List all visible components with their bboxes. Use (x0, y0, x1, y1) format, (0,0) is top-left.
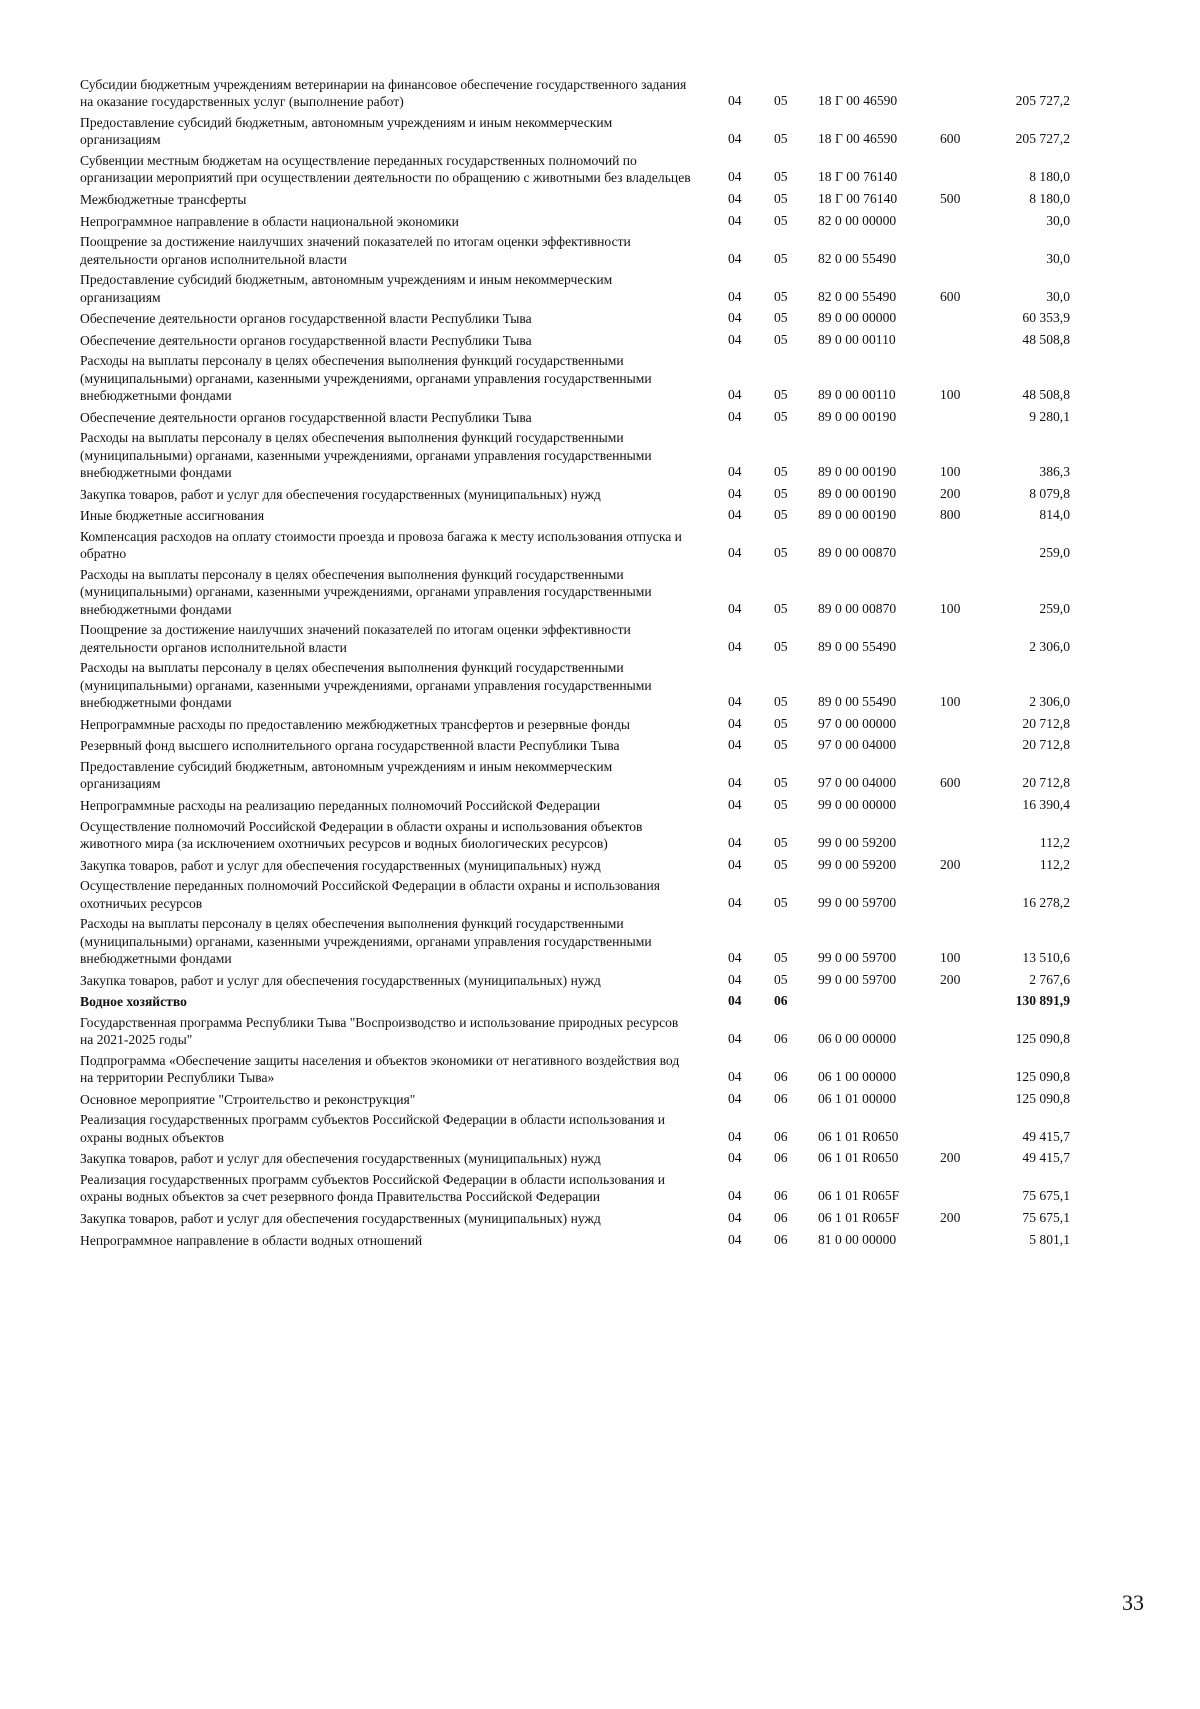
row-expense-type (940, 1107, 1000, 1108)
row-target-article: 82 0 00 00000 (818, 212, 897, 228)
row-subsection: 05 (774, 949, 788, 965)
row-expense-type (940, 562, 1000, 563)
row-expense-type (940, 754, 1000, 755)
row-expense-type (940, 851, 1000, 852)
table-row (80, 152, 1120, 187)
table-row (80, 429, 1120, 481)
table-row (80, 190, 1120, 208)
table-row (80, 971, 1120, 989)
table-row (80, 992, 1120, 1010)
table-row (80, 408, 1120, 426)
table-row (80, 1231, 1120, 1249)
row-section: 04 (728, 600, 742, 616)
row-amount: 125 090,8 (1015, 1090, 1070, 1106)
row-amount: 16 278,2 (1022, 894, 1070, 910)
row-section: 04 (728, 1209, 742, 1225)
budget-table (80, 76, 1120, 1252)
row-amount: 125 090,8 (1015, 1031, 1070, 1047)
row-section: 04 (728, 212, 742, 228)
row-target-article: 82 0 00 55490 (818, 250, 897, 266)
row-name: Расходы на выплаты персоналу в целях обеспечения выполнения функций государственными (муниципальными) органами, казенными учреждениями, органами управления государственными внебюджетными фондами (80, 566, 652, 617)
row-amount: 9 280,1 (1029, 408, 1070, 424)
row-subsection: 05 (774, 288, 788, 304)
table-row (80, 736, 1120, 754)
row-target-article: 89 0 00 00870 (818, 600, 897, 616)
row-expense-type: 800 (940, 507, 961, 523)
row-amount: 20 712,8 (1022, 737, 1070, 753)
row-target-article: 06 1 01 R0650 (818, 1128, 899, 1144)
row-section: 04 (728, 408, 742, 424)
row-amount: 5 801,1 (1029, 1231, 1070, 1247)
row-amount: 8 180,0 (1029, 191, 1070, 206)
row-name: Государственная программа Республики Тыва "Воспроизводство и использование природных ресурсов на 2021-2025 годы" (80, 1014, 679, 1048)
row-target-article: 06 1 01 R0650 (818, 1150, 899, 1166)
row-section: 04 (728, 894, 742, 910)
row-target-article: 97 0 00 04000 (818, 775, 897, 791)
row-amount: 130 891,9 (1015, 993, 1070, 1009)
row-target-article: 89 0 00 00190 (818, 464, 897, 480)
table-row (80, 877, 1120, 912)
row-name: Реализация государственных программ субъектов Российской Федерации в области использования и охраны водных объектов (80, 1112, 665, 1145)
row-expense-type: 100 (940, 694, 961, 710)
row-subsection: 05 (774, 638, 788, 654)
table-row (80, 1149, 1120, 1167)
row-subsection: 05 (774, 775, 788, 791)
row-expense-type (940, 425, 1000, 426)
row-expense-type (940, 655, 1000, 656)
row-section: 04 (728, 464, 742, 480)
row-section: 04 (728, 1031, 742, 1047)
row-target-article: 99 0 00 00000 (818, 796, 897, 812)
row-section: 04 (728, 191, 742, 206)
row-expense-type: 100 (940, 464, 961, 480)
row-name: Непрограммное направление в области национальной экономики (80, 213, 459, 229)
row-target-article: 89 0 00 00110 (818, 331, 896, 347)
row-section: 04 (728, 694, 742, 710)
row-amount: 125 090,8 (1015, 1069, 1070, 1085)
row-subsection: 05 (774, 169, 788, 185)
row-name: Расходы на выплаты персоналу в целях обеспечения выполнения функций государственными (муниципальными) органами, казенными учреждениями, органами управления государственными внебюджетными фондами (80, 353, 652, 404)
table-row (80, 352, 1120, 404)
row-amount: 259,0 (1039, 545, 1070, 561)
row-amount: 386,3 (1039, 464, 1070, 480)
row-target-article: 97 0 00 04000 (818, 737, 897, 753)
row-target-article: 89 0 00 00190 (818, 507, 897, 523)
row-section: 04 (728, 331, 742, 347)
row-amount: 2 767,6 (1029, 971, 1070, 987)
table-row (80, 233, 1120, 268)
row-expense-type (940, 267, 1000, 268)
table-row (80, 506, 1120, 524)
row-subsection: 06 (774, 1188, 788, 1204)
row-subsection: 05 (774, 545, 788, 561)
row-target-article: 89 0 00 00000 (818, 310, 897, 326)
row-target-article: 18 Г 00 76140 (818, 191, 898, 206)
row-name: Обеспечение деятельности органов государственной власти Республики Тыва (80, 409, 532, 425)
row-section: 04 (728, 993, 742, 1009)
row-target-article: 89 0 00 00870 (818, 545, 897, 561)
table-row (80, 796, 1120, 814)
row-expense-type (940, 732, 1000, 733)
row-name: Резервный фонд высшего исполнительного органа государственной власти Республики Тыва (80, 738, 620, 754)
row-name: Закупка товаров, работ и услуг для обеспечения государственных (муниципальных) нужд (80, 486, 601, 502)
row-amount: 30,0 (1046, 212, 1070, 228)
table-row (80, 715, 1120, 733)
row-name: Предоставление субсидий бюджетным, автономным учреждениям и иным некоммерческим организациям (80, 272, 613, 305)
row-section: 04 (728, 1128, 742, 1144)
row-name: Компенсация расходов на оплату стоимости проезда и провоза багажа к месту использования отпуска и обратно (80, 528, 682, 562)
row-amount: 75 675,1 (1022, 1188, 1070, 1204)
row-subsection: 06 (774, 1031, 788, 1047)
row-name: Предоставление субсидий бюджетным, автономным учреждениям и иным некоммерческим организациям (80, 115, 613, 148)
table-row (80, 1052, 1120, 1087)
row-section: 04 (728, 715, 742, 731)
table-row (80, 566, 1120, 618)
row-name: Обеспечение деятельности органов государственной власти Республики Тыва (80, 311, 532, 327)
table-row (80, 818, 1120, 853)
row-amount: 48 508,8 (1022, 387, 1070, 403)
row-expense-type: 100 (940, 600, 961, 616)
row-name: Обеспечение деятельности органов государственной власти Республики Тыва (80, 332, 532, 348)
table-row (80, 212, 1120, 230)
row-expense-type: 200 (940, 1150, 961, 1166)
row-section: 04 (728, 775, 742, 791)
row-name: Непрограммные расходы на реализацию переданных полномочий Российской Федерации (80, 797, 601, 813)
row-name: Межбюджетные трансферты (80, 192, 247, 207)
row-target-article: 99 0 00 59200 (818, 834, 897, 850)
row-subsection: 06 (774, 1069, 788, 1085)
row-subsection: 05 (774, 600, 788, 616)
table-row (80, 309, 1120, 327)
row-expense-type (940, 1205, 1000, 1206)
row-expense-type: 200 (940, 856, 961, 872)
row-target-article: 99 0 00 59700 (818, 894, 897, 910)
row-section: 04 (728, 949, 742, 965)
row-subsection: 06 (774, 1209, 788, 1225)
row-amount: 112,2 (1039, 856, 1070, 872)
row-name: Непрограммное направление в области водных отношений (80, 1232, 423, 1248)
row-expense-type (940, 1145, 1000, 1146)
row-amount: 49 415,7 (1022, 1150, 1070, 1166)
row-expense-type (940, 911, 1000, 912)
row-expense-type (940, 110, 1000, 111)
row-subsection: 05 (774, 310, 788, 326)
table-row (80, 528, 1120, 563)
row-target-article: 06 0 00 00000 (818, 1031, 897, 1047)
row-expense-type (940, 1010, 1000, 1011)
row-amount: 20 712,8 (1022, 715, 1070, 731)
row-section: 04 (728, 834, 742, 850)
row-subsection: 05 (774, 856, 788, 872)
row-section: 04 (728, 169, 742, 185)
row-name: Предоставление субсидий бюджетным, автономным учреждениям и иным некоммерческим организациям (80, 758, 613, 792)
row-subsection: 06 (774, 1128, 788, 1144)
row-subsection: 05 (774, 212, 788, 228)
row-expense-type (940, 229, 1000, 230)
row-amount: 75 675,1 (1022, 1209, 1070, 1225)
row-amount: 205 727,2 (1015, 93, 1070, 109)
row-amount: 49 415,7 (1022, 1128, 1070, 1144)
row-name: Субвенции местным бюджетам на осуществление переданных государственных полномочий по организации мероприятий при осуществлении деятельности по обращению с животными без владельцев (80, 153, 691, 186)
row-section: 04 (728, 288, 742, 304)
row-subsection: 05 (774, 507, 788, 523)
row-section: 04 (728, 545, 742, 561)
row-subsection: 05 (774, 737, 788, 753)
row-amount: 8 180,0 (1029, 169, 1070, 185)
row-target-article: 97 0 00 00000 (818, 715, 897, 731)
row-amount: 16 390,4 (1022, 796, 1070, 812)
row-target-article: 06 1 01 00000 (818, 1090, 897, 1106)
row-target-article: 99 0 00 59700 (818, 971, 897, 987)
row-subsection: 05 (774, 715, 788, 731)
row-section: 04 (728, 1090, 742, 1106)
row-expense-type (940, 813, 1000, 814)
row-name: Непрограммные расходы по предоставлению межбюджетных трансфертов и резервные фонды (80, 716, 631, 732)
row-target-article: 06 1 01 R065F (818, 1209, 900, 1225)
row-expense-type: 100 (940, 387, 961, 403)
row-section: 04 (728, 507, 742, 523)
row-name: Водное хозяйство (80, 994, 187, 1010)
row-name: Расходы на выплаты персоналу в целях обеспечения выполнения функций государственными (муниципальными) органами, казенными учреждениями, органами управления государственными внебюджетными фондами (80, 660, 652, 711)
row-section: 04 (728, 737, 742, 753)
row-section: 04 (728, 971, 742, 987)
row-expense-type: 200 (940, 1209, 961, 1225)
row-section: 04 (728, 131, 742, 147)
table-row (80, 621, 1120, 656)
table-row (80, 485, 1120, 503)
table-row (80, 659, 1120, 711)
row-name: Основное мероприятие "Строительство и реконструкция" (80, 1091, 416, 1107)
row-subsection: 05 (774, 834, 788, 850)
row-amount: 30,0 (1046, 250, 1070, 266)
row-expense-type (940, 327, 1000, 328)
row-subsection: 05 (774, 694, 788, 710)
table-row (80, 1014, 1120, 1049)
row-name: Осуществление полномочий Российской Федерации в области охраны и использования объектов животного мира (за исключением охотничьих ресурсов и водных биологических ресурсов) (80, 818, 643, 851)
row-amount: 2 306,0 (1029, 638, 1070, 654)
row-name: Подпрограмма «Обеспечение защиты населения и объектов экономики от негативного воздействия вод на территории Республики Тыва» (80, 1052, 680, 1086)
table-row (80, 856, 1120, 874)
row-section: 04 (728, 93, 742, 109)
row-target-article: 82 0 00 55490 (818, 288, 897, 304)
row-name: Иные бюджетные ассигнования (80, 508, 265, 524)
table-row (80, 271, 1120, 306)
row-name: Расходы на выплаты персоналу в целях обеспечения выполнения функций государственными (муниципальными) органами, казенными учреждениями, органами управления государственными внебюджетными фондами (80, 430, 652, 481)
row-expense-type: 100 (940, 949, 961, 965)
row-section: 04 (728, 310, 742, 326)
row-subsection: 06 (774, 1231, 788, 1247)
row-subsection: 06 (774, 993, 788, 1009)
row-target-article: 06 1 00 00000 (818, 1069, 897, 1085)
row-subsection: 05 (774, 971, 788, 987)
row-subsection: 05 (774, 796, 788, 812)
row-target-article: 99 0 00 59700 (818, 949, 897, 965)
row-amount: 259,0 (1039, 600, 1070, 616)
row-subsection: 05 (774, 464, 788, 480)
row-name: Субсидии бюджетным учреждениям ветеринарии на финансовое обеспечение государственного задания на оказание государственных услуг (выполнение работ) (80, 77, 687, 110)
row-expense-type (940, 348, 1000, 349)
page-number: 33 (1122, 1590, 1144, 1615)
row-expense-type (940, 186, 1000, 187)
row-expense-type: 500 (940, 191, 961, 206)
row-amount: 2 306,0 (1029, 694, 1070, 710)
row-section: 04 (728, 1150, 742, 1166)
row-name: Осуществление переданных полномочий Российской Федерации в области охраны и использования охотничьих ресурсов (80, 878, 660, 911)
row-expense-type (940, 1048, 1000, 1049)
row-name: Расходы на выплаты персоналу в целях обеспечения выполнения функций государственными (муниципальными) органами, казенными учреждениями, органами управления государственными внебюджетными фондами (80, 916, 652, 966)
row-section: 04 (728, 1188, 742, 1204)
table-row (80, 1171, 1120, 1206)
row-section: 04 (728, 856, 742, 872)
row-amount: 48 508,8 (1022, 331, 1070, 347)
table-row (80, 758, 1120, 793)
row-target-article: 81 0 00 00000 (818, 1231, 897, 1247)
row-target-article: 18 Г 00 46590 (818, 93, 898, 109)
row-amount: 814,0 (1039, 507, 1070, 523)
row-section: 04 (728, 387, 742, 403)
table-row (80, 114, 1120, 149)
row-target-article: 18 Г 00 46590 (818, 131, 898, 147)
row-name: Поощрение за достижение наилучших значений показателей по итогам оценки эффективности деятельности органов исполнительной власти (80, 622, 631, 655)
row-target-article: 89 0 00 00110 (818, 387, 896, 403)
row-expense-type: 600 (940, 288, 961, 304)
row-subsection: 05 (774, 331, 788, 347)
table-row (80, 76, 1120, 111)
table-row (80, 1209, 1120, 1227)
row-subsection: 05 (774, 131, 788, 147)
table-row (80, 331, 1120, 349)
row-subsection: 05 (774, 191, 788, 206)
row-subsection: 05 (774, 250, 788, 266)
row-amount: 60 353,9 (1022, 310, 1070, 326)
row-section: 04 (728, 485, 742, 501)
row-name: Реализация государственных программ субъектов Российской Федерации в области использования и охраны водных объектов за счет резервного фонда Правительства Российской Федерации (80, 1171, 665, 1205)
row-target-article: 06 1 01 R065F (818, 1188, 900, 1204)
row-name: Поощрение за достижение наилучших значений показателей по итогам оценки эффективности деятельности органов исполнительной власти (80, 234, 631, 267)
row-section: 04 (728, 250, 742, 266)
row-section: 04 (728, 796, 742, 812)
row-target-article: 89 0 00 00190 (818, 485, 897, 501)
row-expense-type: 200 (940, 485, 961, 501)
table-row (80, 1090, 1120, 1108)
row-amount: 30,0 (1046, 288, 1070, 304)
row-section: 04 (728, 638, 742, 654)
row-subsection: 06 (774, 1090, 788, 1106)
row-expense-type (940, 1248, 1000, 1249)
row-section: 04 (728, 1231, 742, 1247)
table-row (80, 1111, 1120, 1146)
row-target-article: 89 0 00 55490 (818, 638, 897, 654)
row-name: Закупка товаров, работ и услуг для обеспечения государственных (муниципальных) нужд (80, 1151, 601, 1167)
row-subsection: 05 (774, 485, 788, 501)
row-target-article (818, 1010, 940, 1011)
row-amount: 20 712,8 (1022, 775, 1070, 791)
row-target-article: 89 0 00 55490 (818, 694, 897, 710)
row-subsection: 05 (774, 93, 788, 109)
row-expense-type (940, 1086, 1000, 1087)
row-amount: 112,2 (1039, 834, 1070, 850)
row-expense-type: 600 (940, 775, 961, 791)
row-name: Закупка товаров, работ и услуг для обеспечения государственных (муниципальных) нужд (80, 857, 601, 873)
row-subsection: 05 (774, 387, 788, 403)
row-expense-type: 600 (940, 131, 961, 147)
table-row (80, 915, 1120, 967)
row-section: 04 (728, 1069, 742, 1085)
row-amount: 13 510,6 (1022, 949, 1070, 965)
row-name: Закупка товаров, работ и услуг для обеспечения государственных (муниципальных) нужд (80, 972, 601, 988)
row-amount: 8 079,8 (1029, 485, 1070, 501)
row-target-article: 18 Г 00 76140 (818, 169, 898, 185)
row-amount: 205 727,2 (1015, 131, 1070, 147)
row-subsection: 06 (774, 1150, 788, 1166)
row-target-article: 99 0 00 59200 (818, 856, 897, 872)
row-subsection: 05 (774, 894, 788, 910)
row-expense-type: 200 (940, 971, 961, 987)
row-name: Закупка товаров, работ и услуг для обеспечения государственных (муниципальных) нужд (80, 1210, 601, 1226)
row-subsection: 05 (774, 408, 788, 424)
row-target-article: 89 0 00 00190 (818, 408, 897, 424)
